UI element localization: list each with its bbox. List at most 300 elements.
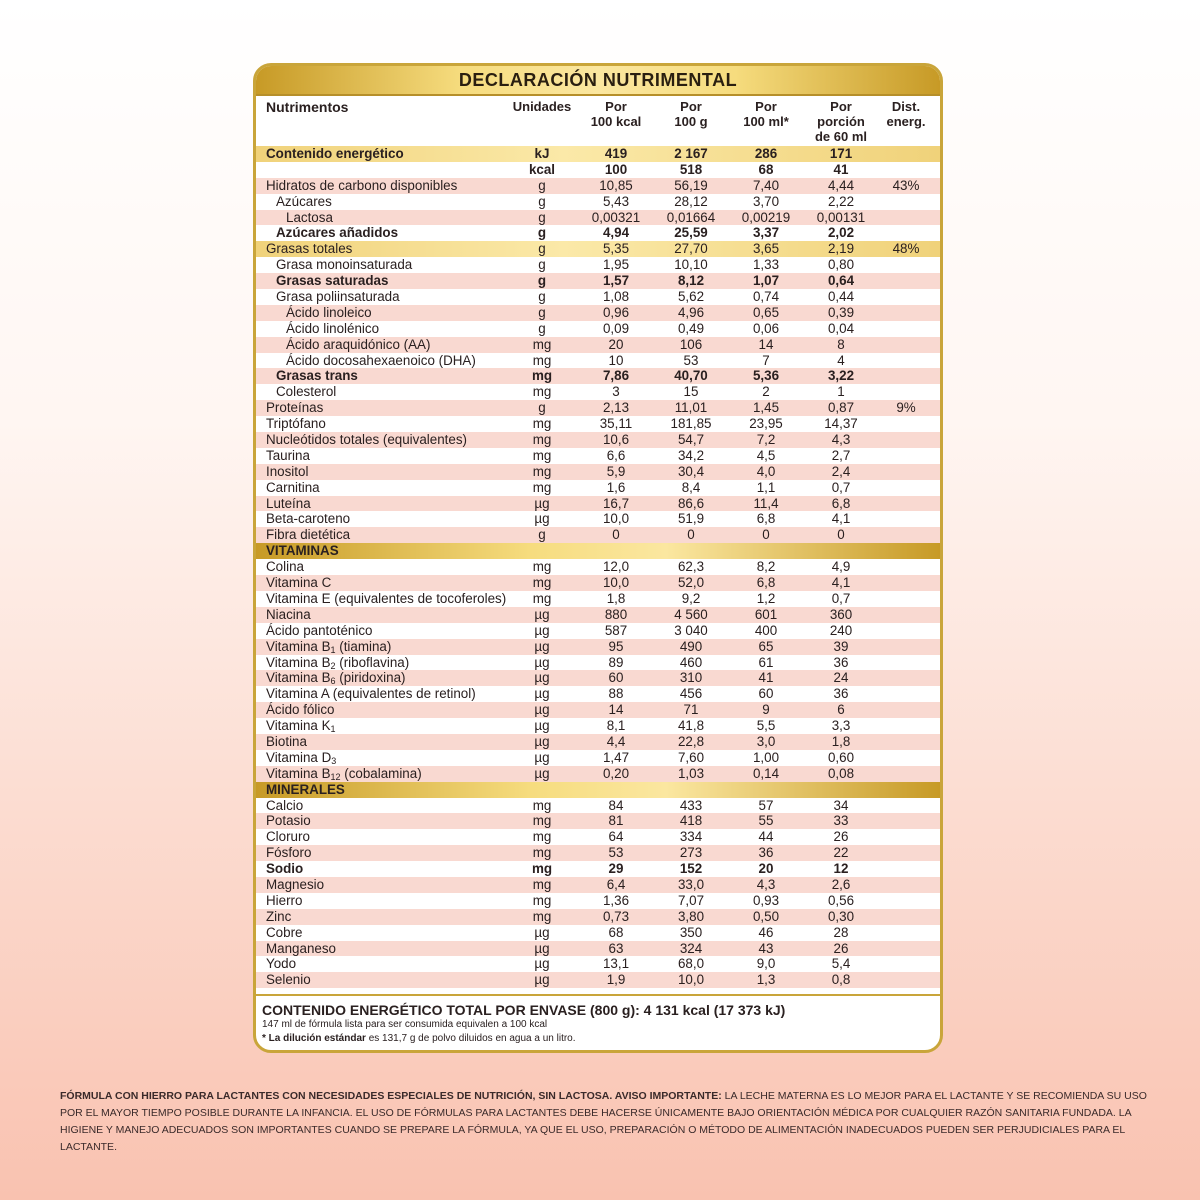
- nutrient-value: 0: [687, 527, 695, 543]
- nutrient-name: Vitamina $B_1$ (tiamina): [266, 638, 392, 655]
- nutrient-value: 4,3: [831, 432, 851, 448]
- nutrient-value: 10,10: [674, 257, 708, 273]
- nutrient-row: [256, 448, 940, 464]
- nutrient-unit: mg: [532, 845, 552, 861]
- nutrient-value: 0,08: [827, 765, 855, 781]
- nutrient-value: 240: [829, 622, 853, 638]
- nutrient-value: 2,22: [827, 193, 855, 209]
- nutrient-value: 2,19: [827, 241, 855, 257]
- nutrient-value: 30,4: [677, 463, 705, 479]
- nutrient-value: 3 040: [674, 622, 708, 638]
- nutrient-name: Vitamina C: [266, 575, 332, 591]
- nutrient-unit: g: [538, 400, 546, 416]
- section-header-row: [256, 782, 940, 798]
- nutrient-value: 7,60: [677, 749, 705, 765]
- nutrient-value: 15: [683, 384, 699, 400]
- nutrient-value: 48%: [892, 241, 920, 257]
- nutrient-name: Colina: [266, 559, 304, 575]
- nutrient-value: 34: [833, 797, 849, 813]
- nutrient-value: 10: [608, 352, 624, 368]
- nutrient-value: 28,12: [674, 193, 708, 209]
- nutrient-unit: µg: [534, 749, 550, 765]
- nutrient-value: 5,62: [677, 289, 705, 305]
- nutrient-unit: mg: [532, 463, 552, 479]
- nutrient-value: 55: [758, 813, 774, 829]
- nutrient-value: 40,70: [674, 368, 708, 384]
- nutrient-value: 2,02: [827, 225, 855, 241]
- nutrient-name: Magnesio: [266, 876, 325, 892]
- nutrient-value: 5,9: [606, 463, 626, 479]
- nutrient-value: 8,4: [681, 479, 701, 495]
- nutrient-value: 171: [829, 146, 853, 161]
- nutrient-value: 0,30: [827, 908, 855, 924]
- nutrient-row: [256, 305, 940, 321]
- nutrient-value: 6,6: [606, 447, 626, 463]
- nutrient-value: 0,20: [602, 765, 630, 781]
- nutrient-value: 88: [608, 686, 624, 702]
- nutrient-unit: g: [538, 209, 546, 225]
- nutrient-unit: µg: [534, 940, 550, 956]
- nutrient-value: 5,35: [602, 241, 630, 257]
- nutrient-value: 10,0: [602, 511, 630, 527]
- nutrient-name: Luteína: [266, 495, 311, 511]
- nutrient-value: 6,8: [756, 575, 776, 591]
- nutrient-value: 1,00: [752, 749, 780, 765]
- nutrient-value: 13,1: [602, 956, 630, 972]
- nutrient-row: [256, 702, 940, 718]
- nutrient-value: 400: [754, 622, 778, 638]
- nutrient-value: 41: [758, 670, 774, 686]
- nutrient-value: 63: [608, 940, 624, 956]
- nutrient-value: 433: [679, 797, 703, 813]
- nutrient-value: 2: [762, 384, 770, 400]
- nutrient-value: 4,94: [602, 225, 630, 241]
- nutrient-value: 95: [608, 638, 624, 654]
- nutrient-value: 29: [608, 861, 624, 877]
- nutrient-value: 0,01664: [666, 209, 716, 225]
- nutrient-row: [256, 321, 940, 337]
- nutrient-value: 56,19: [674, 177, 708, 193]
- nutrient-row: [256, 750, 940, 766]
- nutrient-value: 2,7: [831, 447, 851, 463]
- nutrient-name: Vitamina $B_6$ (piridoxina): [266, 670, 406, 687]
- nutrient-value: 1,3: [756, 972, 776, 988]
- nutrient-name: Ácido fólico: [266, 702, 335, 718]
- nutrient-name: Selenio: [266, 972, 311, 988]
- nutrient-value: 26: [833, 829, 849, 845]
- nutrient-value: 36: [758, 845, 774, 861]
- nutrient-value: 152: [679, 861, 703, 877]
- nutrient-row: [256, 686, 940, 702]
- nutrient-value: 71: [683, 702, 699, 718]
- nutrient-name: Ácido pantoténico: [266, 622, 373, 638]
- nutrient-value: 53: [683, 352, 699, 368]
- nutrient-row: [256, 400, 940, 416]
- nutrient-row: [256, 829, 940, 845]
- nutrient-value: 334: [679, 829, 703, 845]
- nutrient-row: [256, 607, 940, 623]
- nutrient-value: 6: [837, 702, 845, 718]
- nutrient-name: Grasa monoinsaturada: [276, 257, 413, 273]
- nutrient-value: 310: [679, 670, 703, 686]
- nutrient-value: 880: [604, 606, 628, 622]
- nutrient-unit: g: [538, 304, 546, 320]
- nutrient-unit: kcal: [528, 161, 556, 177]
- nutrient-value: 10,85: [599, 177, 633, 193]
- nutrient-unit: µg: [534, 733, 550, 749]
- nutrient-row: [256, 162, 940, 178]
- nutrient-value: 324: [679, 940, 703, 956]
- nutrient-name: Lactosa: [286, 209, 333, 225]
- nutrient-row: [256, 718, 940, 734]
- nutrient-value: 0,64: [827, 273, 855, 289]
- nutrient-value: 3,65: [752, 241, 780, 257]
- nutrient-value: 22,8: [677, 733, 705, 749]
- nutrient-value: 1,8: [606, 590, 626, 606]
- nutrient-value: 10,0: [602, 575, 630, 591]
- nutrient-row: [256, 845, 940, 861]
- nutrient-value: 51,9: [677, 511, 705, 527]
- nutrient-value: 1: [837, 384, 845, 400]
- nutrient-value: 4,5: [756, 447, 776, 463]
- nutrient-row: [256, 257, 940, 273]
- nutrient-unit: g: [538, 289, 546, 305]
- nutrient-unit: mg: [532, 908, 552, 924]
- nutrient-unit: mg: [532, 479, 552, 495]
- nutrient-value: 22: [833, 845, 849, 861]
- column-headers: [256, 96, 940, 146]
- nutrient-value: 4,1: [831, 511, 851, 527]
- nutrient-value: 60: [608, 670, 624, 686]
- nutrient-value: 273: [679, 845, 703, 861]
- nutrient-value: 0,44: [827, 289, 855, 305]
- footnote-equivalence: 147 ml de fórmula lista para ser consumida equivalen a 100 kcal: [262, 1019, 548, 1030]
- nutrient-value: 12: [833, 861, 849, 877]
- nutrient-value: 6,8: [831, 495, 851, 511]
- nutrient-value: 9,2: [681, 590, 701, 606]
- nutrient-value: 5,36: [752, 368, 780, 384]
- nutrient-unit: µg: [534, 718, 550, 734]
- nutrient-value: 0,14: [752, 765, 780, 781]
- header-per100ml: Por 100 ml*: [743, 99, 789, 129]
- nutrient-value: 0: [762, 527, 770, 543]
- nutrient-value: 2,13: [602, 400, 630, 416]
- nutrient-value: 0,8: [831, 972, 851, 988]
- nutrient-value: 1,57: [602, 273, 630, 289]
- nutrient-name: Vitamina $K_1$: [266, 718, 336, 735]
- nutrient-name: Vitamina $B_2$ (riboflavina): [266, 654, 410, 671]
- nutrient-name: Cobre: [266, 924, 303, 940]
- nutrient-name: Biotina: [266, 733, 307, 749]
- nutrient-name: Azúcares: [276, 193, 332, 209]
- nutrient-row: [256, 384, 940, 400]
- nutrient-row: [256, 972, 940, 988]
- nutrient-value: 39: [833, 638, 849, 654]
- nutrient-row: [256, 194, 940, 210]
- nutrient-value: 0,87: [827, 400, 855, 416]
- nutrient-value: 6,4: [606, 876, 626, 892]
- nutrient-value: 86,6: [677, 495, 705, 511]
- nutrient-value: 52,0: [677, 575, 705, 591]
- nutrient-value: 33: [833, 813, 849, 829]
- nutrient-value: 0,7: [831, 590, 851, 606]
- nutrient-value: 0,7: [831, 479, 851, 495]
- nutrient-value: 61: [758, 654, 774, 670]
- nutrient-unit: µg: [534, 702, 550, 718]
- nutrient-row: [256, 241, 940, 257]
- nutrient-value: 100: [604, 161, 628, 177]
- nutrient-unit: mg: [532, 813, 552, 829]
- nutrient-value: 0,96: [602, 304, 630, 320]
- panel-title: DECLARACIÓN NUTRIMENTAL: [256, 66, 940, 96]
- nutrient-value: 84: [608, 797, 624, 813]
- nutrient-value: 4,0: [756, 463, 776, 479]
- nutrient-value: 53: [608, 845, 624, 861]
- nutrient-value: 0,50: [752, 908, 780, 924]
- nutrient-name: Sodio: [266, 861, 304, 877]
- nutrient-unit: mg: [532, 432, 552, 448]
- nutrient-row: [256, 925, 940, 941]
- nutrient-value: 0,00131: [816, 209, 866, 225]
- nutrient-value: 20: [608, 336, 624, 352]
- nutrient-unit: µg: [534, 924, 550, 940]
- nutrient-row: [256, 909, 940, 925]
- footnote-dilution: * La dilución estándar es 131,7 g de polvo diluidos en agua a un litro.: [262, 1033, 576, 1044]
- nutrient-row: [256, 527, 940, 543]
- nutrient-value: 4,44: [827, 177, 855, 193]
- nutrient-value: 43: [758, 940, 774, 956]
- header-units: Unidades: [512, 99, 572, 114]
- nutrient-unit: mg: [531, 368, 553, 384]
- nutrient-value: 0,00219: [741, 209, 791, 225]
- nutrient-name: Vitamina $B_{12}$ (cobalamina): [266, 765, 422, 782]
- legal-notice-heading: FÓRMULA CON HIERRO PARA LACTANTES CON NECESIDADES ESPECIALES DE NUTRICIÓN, SIN LACTOSA. AVISO IMPORTANTE:: [60, 1090, 722, 1102]
- nutrient-value: 0,49: [677, 320, 705, 336]
- nutrient-value: 7,86: [602, 368, 630, 384]
- nutrient-value: 1,1: [756, 479, 776, 495]
- nutrient-unit: mg: [532, 892, 552, 908]
- nutrient-name: Vitamina $D_3$: [266, 749, 337, 766]
- nutrient-row: [256, 480, 940, 496]
- nutrient-name: Cloruro: [266, 829, 310, 845]
- nutrient-unit: g: [537, 273, 547, 289]
- nutrient-value: 41: [833, 161, 849, 177]
- nutrient-name: Nucleótidos totales (equivalentes): [266, 432, 467, 448]
- nutrient-unit: mg: [532, 336, 552, 352]
- nutrient-row: [256, 368, 940, 384]
- nutrient-value: 35,11: [599, 416, 633, 432]
- nutrient-value: 3,0: [756, 733, 776, 749]
- nutrient-row: [256, 766, 940, 782]
- nutrient-value: 0,73: [602, 908, 630, 924]
- nutrient-value: 2 167: [674, 146, 708, 161]
- header-dist-energ: Dist. energ.: [886, 99, 926, 129]
- nutrient-value: 9%: [896, 400, 916, 416]
- nutrient-row: [256, 225, 940, 241]
- nutrient-name: Grasas saturadas: [276, 273, 389, 289]
- nutrient-unit: g: [538, 193, 546, 209]
- nutrition-panel: [253, 63, 943, 1053]
- nutrient-unit: mg: [532, 797, 552, 813]
- nutrient-row: [256, 877, 940, 893]
- nutrient-value: 8,12: [677, 273, 705, 289]
- nutrient-value: 0,93: [752, 892, 780, 908]
- nutrient-name: Grasas totales: [266, 241, 353, 257]
- nutrient-value: 46: [758, 924, 774, 940]
- total-energy: CONTENIDO ENERGÉTICO TOTAL POR ENVASE (800 g): 4 131 kcal (17 373 kJ): [262, 1002, 786, 1018]
- nutrient-name: Grasas trans: [276, 368, 358, 384]
- nutrient-value: 518: [679, 161, 703, 177]
- nutrient-value: 43%: [892, 177, 920, 193]
- nutrient-name: Hidratos de carbono disponibles: [266, 177, 458, 193]
- nutrient-value: 68: [758, 161, 774, 177]
- nutrient-value: 68: [608, 924, 624, 940]
- nutrient-unit: mg: [532, 590, 552, 606]
- nutrient-row: [256, 670, 940, 686]
- nutrient-unit: mg: [532, 876, 552, 892]
- nutrient-value: 2,6: [831, 876, 851, 892]
- nutrient-unit: g: [538, 177, 546, 193]
- section-header-row: [256, 543, 940, 559]
- nutrient-row: [256, 623, 940, 639]
- nutrient-value: 106: [679, 336, 703, 352]
- nutrient-row: [256, 178, 940, 194]
- nutrient-row: [256, 289, 940, 305]
- nutrient-name: Niacina: [266, 606, 311, 622]
- nutrient-unit: µg: [534, 670, 550, 686]
- nutrient-unit: µg: [534, 686, 550, 702]
- nutrient-value: 44: [758, 829, 774, 845]
- nutrient-unit: kJ: [534, 146, 550, 161]
- nutrient-value: 89: [608, 654, 624, 670]
- nutrient-unit: mg: [532, 352, 552, 368]
- nutrient-value: 60: [758, 686, 774, 702]
- nutrient-value: 0,06: [752, 320, 780, 336]
- nutrient-value: 1,07: [752, 273, 780, 289]
- nutrient-value: 1,9: [606, 972, 626, 988]
- nutrient-unit: mg: [532, 829, 552, 845]
- nutrient-value: 4,1: [831, 575, 851, 591]
- nutrient-value: 62,3: [677, 559, 705, 575]
- nutrient-name: Contenido energético: [266, 146, 404, 161]
- nutrient-value: 601: [754, 606, 778, 622]
- nutrient-value: 81: [608, 813, 624, 829]
- nutrient-value: 64: [608, 829, 624, 845]
- nutrient-value: 28: [833, 924, 849, 940]
- nutrient-value: 0,09: [602, 320, 630, 336]
- nutrient-table: [256, 146, 940, 988]
- nutrient-name: Yodo: [266, 956, 297, 972]
- nutrient-name: Azúcares añadidos: [276, 225, 399, 241]
- nutrient-name: Fósforo: [266, 845, 312, 861]
- nutrient-unit: µg: [534, 654, 550, 670]
- nutrient-value: 57: [758, 797, 774, 813]
- nutrient-value: 5,43: [602, 193, 630, 209]
- nutrient-value: 8,2: [756, 559, 776, 575]
- nutrient-value: 587: [604, 622, 628, 638]
- footer-divider: [256, 994, 940, 996]
- nutrient-value: 7: [762, 352, 770, 368]
- nutrient-value: 14: [758, 336, 774, 352]
- nutrient-name: Vitamina A (equivalentes de retinol): [266, 686, 476, 702]
- nutrient-unit: µg: [534, 622, 550, 638]
- nutrient-value: 10,0: [677, 972, 705, 988]
- nutrient-name: MINERALES: [266, 781, 345, 797]
- nutrient-row: [256, 432, 940, 448]
- nutrient-value: 0,56: [827, 892, 855, 908]
- nutrient-name: Potasio: [266, 813, 311, 829]
- legal-notice-body: LA LECHE MATERNA ES LO MEJOR PARA EL LACTANTE Y SE RECOMIENDA SU USO POR EL MAYOR TIEMPO POSIBLE DURANTE LA INFANCIA. EL USO DE FÓRMULAS PARA LACTANTES DEBE HACERSE ÚNICAMENTE BAJO ORIENTACIÓN MÉDICA POR CUALQUIER RAZÓN SANITARIA FUNDADA. LA HIGIENE Y MANEJO ADECUADOS SON IMPORTANTES CUANDO SE PREPARE LA FÓRMULA, YA QUE EL USO, PREPARACIÓN O MÉTODO DE ALIMENTACIÓN INADECUADOS PUEDEN SER PERJUDICIALES PARA EL LACTANTE.: [60, 1090, 1147, 1153]
- nutrient-value: 4,3: [756, 876, 776, 892]
- nutrient-unit: µg: [534, 765, 550, 781]
- nutrient-unit: g: [537, 225, 547, 241]
- nutrient-unit: µg: [534, 956, 550, 972]
- nutrient-value: 65: [758, 638, 774, 654]
- nutrient-unit: µg: [534, 972, 550, 988]
- nutrient-unit: µg: [534, 511, 550, 527]
- legal-notice: [60, 1088, 1150, 1156]
- nutrient-name: Fibra dietética: [266, 527, 351, 543]
- nutrient-value: 6,8: [756, 511, 776, 527]
- nutrient-value: 460: [679, 654, 703, 670]
- nutrient-value: 7,2: [756, 432, 776, 448]
- nutrient-value: 7,40: [752, 177, 780, 193]
- nutrient-value: 0,00321: [591, 209, 641, 225]
- header-per60ml: Por porción de 60 ml: [814, 99, 868, 144]
- nutrient-unit: µg: [534, 638, 550, 654]
- header-per100kcal: Por 100 kcal: [590, 99, 642, 129]
- nutrient-value: 11,01: [674, 400, 708, 416]
- nutrient-row: [256, 956, 940, 972]
- nutrient-value: 9: [762, 702, 770, 718]
- nutrient-value: 25,59: [674, 225, 708, 241]
- nutrient-value: 20: [758, 861, 774, 877]
- nutrient-row: [256, 353, 940, 369]
- nutrient-value: 3,3: [831, 718, 851, 734]
- panel-footer: [256, 994, 940, 1046]
- nutrient-unit: g: [538, 527, 546, 543]
- header-per100g: Por 100 g: [674, 99, 708, 129]
- nutrient-name: Hierro: [266, 892, 303, 908]
- nutrient-value: 24: [833, 670, 849, 686]
- nutrient-value: 8,1: [606, 718, 626, 734]
- nutrient-name: Calcio: [266, 797, 304, 813]
- nutrient-value: 5,5: [756, 718, 776, 734]
- nutrient-value: 16,7: [602, 495, 630, 511]
- nutrient-name: Inositol: [266, 463, 309, 479]
- nutrient-name: Ácido docosahexaenoico (DHA): [286, 352, 476, 368]
- nutrient-unit: mg: [532, 559, 552, 575]
- nutrient-row: [256, 416, 940, 432]
- nutrient-row: [256, 655, 940, 671]
- nutrient-value: 0,04: [827, 320, 855, 336]
- nutrient-value: 41,8: [677, 718, 705, 734]
- nutrient-name: Ácido linolénico: [286, 320, 380, 336]
- nutrient-row: [256, 734, 940, 750]
- nutrient-value: 4 560: [674, 606, 708, 622]
- nutrient-value: 1,6: [606, 479, 626, 495]
- nutrient-value: 1,2: [756, 590, 776, 606]
- nutrient-name: Proteínas: [266, 400, 324, 416]
- nutrient-unit: g: [538, 320, 546, 336]
- nutrient-name: Carnitina: [266, 479, 320, 495]
- nutrient-value: 3,70: [752, 193, 780, 209]
- nutrient-row: [256, 893, 940, 909]
- nutrient-row: [256, 511, 940, 527]
- nutrient-value: 11,4: [753, 495, 779, 511]
- nutrient-value: 418: [679, 813, 703, 829]
- nutrient-row: [256, 273, 940, 289]
